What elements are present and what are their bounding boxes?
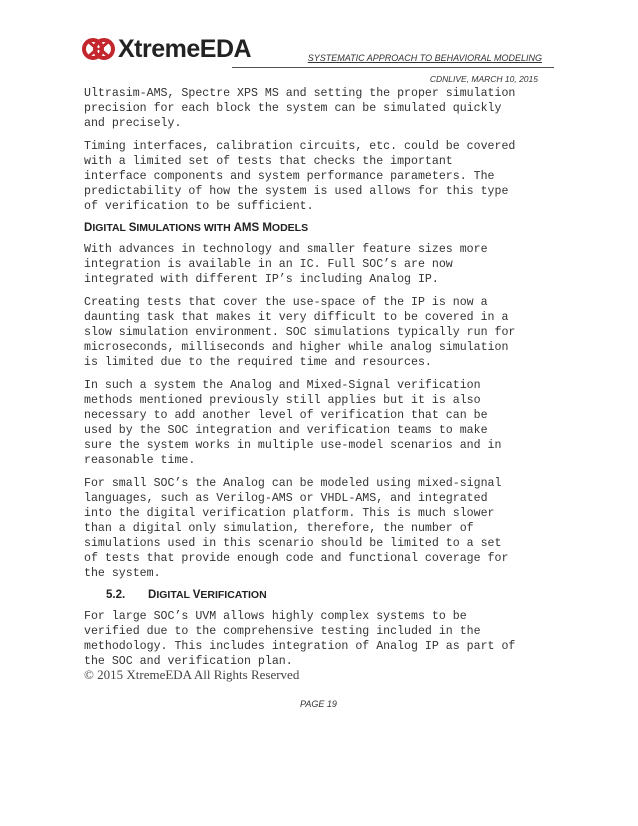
paragraph-5: In such a system the Analog and Mixed-Signal verification methods mentioned previously still applies but it is also necessary to add another level of verification that can be used by the SOC integration and verification teams to make sure the system works in multiple use-model scenarios and in reasonable time. bbox=[84, 379, 502, 467]
page-content bbox=[84, 86, 554, 677]
paragraph-4: Creating tests that cover the use-space of the IP is now a daunting task that makes it very difficult to be covered in a slow simulation environment. SOC simulations typically run for microseconds, milliseconds and higher while analog simulation is limited due to the required time and resources. bbox=[84, 296, 516, 369]
paragraph-1: Ultrasim-AMS, Spectre XPS MS and setting the proper simulation precision for each block the system can be simulated quickly and precisely. bbox=[84, 87, 516, 130]
section-number: 5.2. bbox=[106, 589, 126, 601]
paragraph-6: For small SOC’s the Analog can be modeled using mixed-signal languages, such as Verilog-AMS or VHDL-AMS, and integrated into the digital verification platform. This is much slower than a digital only simulation, therefore, the number of simulations used in this scenario should be limited to a set of tests that provide enough code and functional coverage for the system. bbox=[84, 477, 509, 580]
paragraph-2: Timing interfaces, calibration circuits, etc. could be covered with a limited set of tests that checks the important interface components and system performance parameters. The predictability of how the system is used allows for this type of verification to be sufficient. bbox=[84, 140, 516, 213]
header-title: SYSTEMATIC APPROACH TO BEHAVIORAL MODELING bbox=[307, 53, 542, 63]
header-subtitle: CDNLIVE, MARCH 10, 2015 bbox=[429, 74, 538, 84]
section-heading-digital-verification: 5.2. DIGITAL VERIFICATION bbox=[106, 589, 267, 601]
paragraph-7: For large SOC’s UVM allows highly complex systems to be verified due to the comprehensive testing included in the methodology. This includes integration of Analog IP as part of the SOC and verification plan. bbox=[84, 610, 516, 668]
paragraph-3: With advances in technology and smaller feature sizes more integration is available in an IC. Full SOC’s are now integrated with different IP’s including Analog IP. bbox=[84, 243, 488, 286]
header-rule bbox=[232, 67, 554, 68]
xtremeeda-logo bbox=[82, 34, 272, 64]
logo-mark-icon bbox=[82, 34, 116, 64]
page-number: PAGE 19 bbox=[300, 699, 337, 709]
footer-copyright: © 2015 XtremeEDA All Rights Reserved bbox=[84, 667, 300, 682]
section-heading-digital-simulations: DIGITAL SIMULATIONS WITH AMS MODELS bbox=[84, 222, 309, 234]
logo-wordmark: XtremeEDA bbox=[118, 35, 252, 63]
